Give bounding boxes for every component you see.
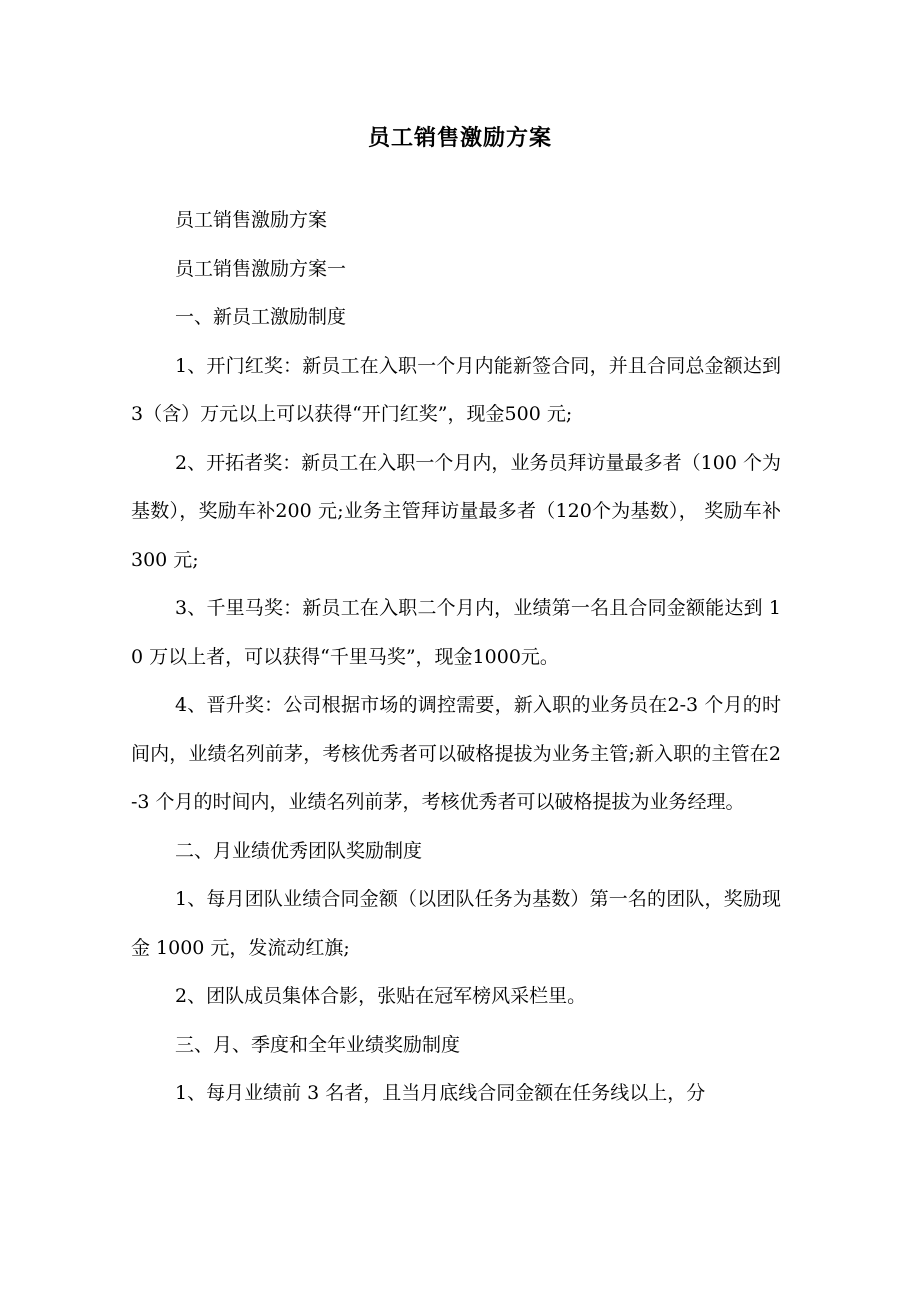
paragraph-opening-award: 1、开门红奖：新员工在入职一个月内能新签合同，并且合同总金额达到3（含）万元以上可以获得“开门红奖”，现金500 元; — [131, 354, 781, 425]
paragraph-subtitle: 员工销售激励方案 — [175, 209, 328, 231]
paragraph-plan-one-heading: 员工销售激励方案一 — [175, 257, 347, 280]
document-title: 员工销售激励方案 — [367, 126, 552, 151]
paragraph-pioneer-award: 2、开拓者奖：新员工在入职一个月内，业务员拜访量最多者（100 个为基数），奖励车补200 元;业务主管拜访量最多者（120个为基数）， 奖励车补 300 元; — [131, 451, 781, 571]
section-heading-new-employee: 一、新员工激励制度 — [175, 306, 347, 328]
document-body — [131, 196, 781, 1118]
paragraph-monthly-top-three: 1、每月业绩前 3 名者，且当月底线合同金额在任务线以上，分 — [175, 1082, 706, 1104]
paragraph-steed-award: 3、千里马奖：新员工在入职二个月内，业绩第一名且合同金额能达到 10 万以上者，可以获得“千里马奖”，现金1000元。 — [131, 597, 781, 668]
paragraph-team-photo: 2、团队成员集体合影，张贴在冠军榜风采栏里。 — [175, 985, 587, 1007]
paragraph-team-first-place: 1、每月团队业绩合同金额（以团队任务为基数）第一名的团队，奖励现金 1000 元，发流动红旗; — [131, 888, 781, 959]
section-heading-performance-award: 三、月、季度和全年业绩奖励制度 — [175, 1033, 461, 1056]
section-heading-team-award: 二、月业绩优秀团队奖励制度 — [175, 839, 423, 862]
paragraph-promotion-award: 4、晋升奖：公司根据市场的调控需要，新入职的业务员在2-3 个月的时间内，业绩名列前茅，考核优秀者可以破格提拔为业务主管;新入职的主管在2-3 个月的时间内，业绩名列前茅，考核优秀者可以破格提拔为业务经理。 — [131, 694, 781, 813]
